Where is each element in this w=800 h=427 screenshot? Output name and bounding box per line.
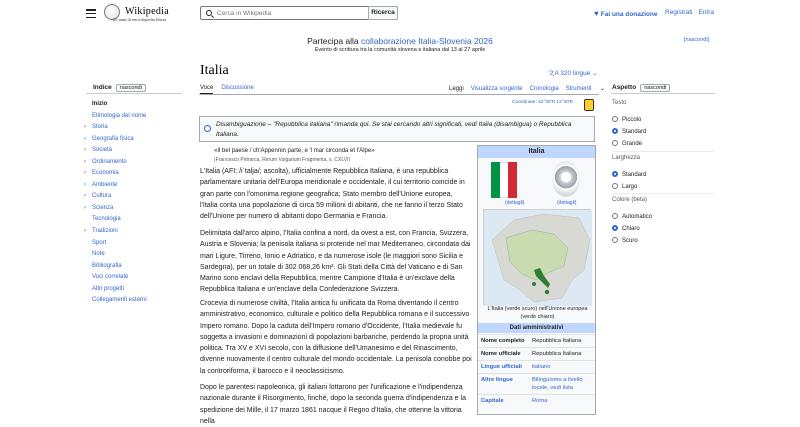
- radio-label: Automatico: [622, 214, 653, 220]
- infobox-row-value: Repubblica Italiana: [532, 351, 582, 357]
- toc-item-label: Note: [92, 251, 105, 258]
- infobox-row-value[interactable]: Bilinguismo a livello locale, vedi lista: [532, 377, 583, 391]
- register-link[interactable]: Registrati: [665, 9, 693, 16]
- infobox-row: [478, 394, 595, 407]
- radio-label: Standard: [622, 129, 647, 135]
- title-divider: [199, 94, 599, 95]
- europe-locator-map[interactable]: [483, 209, 591, 305]
- toc-item[interactable]: [84, 168, 184, 180]
- site-notice-sub: Evento di scrittura tra la comunità slovena e italiana dal 13 al 27 aprile: [314, 47, 486, 53]
- tab-discussione[interactable]: Discussione: [221, 85, 254, 91]
- chevron-right-icon[interactable]: ›: [84, 124, 86, 131]
- width-label: Larghezza: [612, 155, 641, 161]
- appearance-separator: [612, 193, 714, 194]
- radio-label: Standard: [622, 172, 647, 178]
- infobox-row-key: Capitale: [481, 398, 504, 404]
- width-option[interactable]: [612, 183, 637, 190]
- toc-item-label: Altri progetti: [92, 285, 125, 292]
- site-notice: [0, 36, 800, 46]
- text-size-label: Testo: [612, 100, 627, 106]
- radio-button[interactable]: [612, 140, 618, 146]
- map-caption: L'Italia (verde scuro) nell'Unione europea (verde chiaro): [487, 306, 588, 320]
- toc-item[interactable]: [84, 261, 184, 273]
- toc-item-label: Sport: [92, 239, 107, 246]
- color-option[interactable]: [612, 225, 640, 232]
- paragraph-history: Crocevia di numerose civiltà, l'Italia antica fu unificata da Roma diventando il centro amministrativo, economico, culturale e politico della Repubblica romana e il successivo Impero romano. Dopo la caduta dell'Impero romano d'Occidente, l'Italia medievale fu soggetta a invasioni e dominazioni di popolazioni barbariche, perdendo la propria unità politica. Tra XV e XVI secolo, con la diffusione dell'Umanesimo e del Rinascimento, divenne nuovamente il centro culturale del mondo occidentale. La penisola conobbe poi la controriforma, il barocco e il neoclassicismo.: [200, 300, 472, 375]
- toc-item[interactable]: [84, 238, 184, 250]
- tools-menu[interactable]: Strumenti ⌄: [565, 86, 606, 92]
- toc-item-label: Cultura: [92, 193, 112, 200]
- toc-item-label: Geografia fisica: [92, 135, 134, 142]
- infobox-row-key: Nome ufficiale: [481, 351, 521, 357]
- toc-item-label: Tecnologia: [92, 216, 121, 223]
- disambiguation-icon: [204, 125, 211, 132]
- toc-hide-button[interactable]: nascondi: [116, 84, 146, 92]
- paragraph-geography: Delimitata dall'arco alpino, l'Italia confina a nord, da ovest a est, con Francia, Svizzera, Austria e Slovenia; la penisola italiana si protende nel mar Mediterraneo, circondata dai mari Ligure, Tirreno, Ionio e Adriatico, e da numerose isole (le maggiori sono Sicilia e Sardegna), per un totale di 302 068,26 km². Gli Stati della Città del Vaticano e di San Marino sono enclavi della Repubblica, mentre Campione d'Italia è un'exclave della Repubblica Italiana e un'enclave della Confederazione Svizzera.: [200, 230, 471, 294]
- notice-prefix: Partecipa alla: [307, 36, 362, 46]
- infobox: [477, 145, 596, 415]
- chevron-right-icon[interactable]: ›: [84, 193, 86, 200]
- appearance-hide-button[interactable]: nascondi: [640, 84, 670, 92]
- login-link[interactable]: Entra: [698, 9, 715, 16]
- toc-item[interactable]: [84, 284, 184, 296]
- hatnote-text: Disambiguazione – "Repubblica italiana" rimanda qui. Se stai cercando altri significati, vedi Italia (disambigua) o Repubblica Italiana.: [216, 121, 572, 138]
- language-count: 320 lingue: [560, 70, 591, 77]
- toc-item-label: Ordinamento: [92, 158, 127, 165]
- toc-item-label: Bibliografia: [92, 262, 122, 269]
- chevron-right-icon[interactable]: ›: [84, 147, 86, 154]
- radio-button[interactable]: [612, 213, 618, 219]
- toc-item[interactable]: [84, 157, 184, 169]
- tab-leggi[interactable]: Leggi: [449, 86, 464, 95]
- italy-flag-image[interactable]: [491, 162, 517, 198]
- color-option[interactable]: [612, 237, 638, 244]
- infobox-row-value[interactable]: italiano: [532, 364, 551, 370]
- chevron-right-icon[interactable]: ›: [84, 228, 86, 235]
- search-button[interactable]: Ricerca: [368, 6, 398, 20]
- search-input[interactable]: Cerca in Wikipedia: [217, 10, 272, 17]
- appearance-divider: [611, 93, 715, 94]
- toc-title: Indice: [93, 84, 112, 91]
- donate-link[interactable]: [594, 9, 657, 18]
- infobox-row-key: Altre lingue: [481, 377, 513, 383]
- chevron-right-icon[interactable]: ›: [84, 181, 86, 188]
- toc-header: [93, 84, 146, 92]
- toc-item[interactable]: [84, 226, 184, 238]
- toc-item-label: Ambiente: [92, 181, 118, 188]
- featured-badge-icon[interactable]: [584, 99, 594, 111]
- width-option[interactable]: [612, 171, 646, 178]
- toc-item[interactable]: [84, 295, 184, 307]
- toc-item-label: Società: [92, 147, 113, 154]
- toc-item-label: Collegamenti esterni: [92, 297, 147, 304]
- notice-link[interactable]: collaborazione Italia-Slovenia 2026: [361, 36, 493, 46]
- chevron-right-icon[interactable]: ›: [84, 135, 86, 142]
- radio-label: Chiaro: [622, 226, 640, 232]
- toc-item-label: Inizio: [92, 101, 108, 107]
- text-size-option[interactable]: [612, 140, 642, 147]
- infobox-row: [478, 373, 595, 394]
- radio-label: Scuro: [622, 238, 638, 244]
- toc-item[interactable]: [84, 111, 184, 123]
- radio-button[interactable]: [612, 128, 618, 134]
- tab-history[interactable]: Cronologia: [529, 86, 559, 92]
- appearance-header: [612, 84, 670, 92]
- main-menu-button[interactable]: [86, 9, 96, 18]
- paragraph-unification: Dopo le parentesi napoleonica, gli italiani lottarono per l'unificazione e l'indipendenza nazionale durante il Risorgimento, finché, dopo la seconda guerra d'indipendenza e la spedizione dei Mille, il 17 marzo 1861 nacque il Regno d'Italia, che ottenne la vittoria nella: [200, 384, 466, 425]
- toc-item-label: Scienza: [92, 204, 114, 211]
- toc-item-label: Voci correlate: [92, 274, 129, 281]
- text-size-option[interactable]: [612, 116, 641, 123]
- chevron-right-icon[interactable]: ›: [84, 158, 86, 165]
- chevron-right-icon[interactable]: ›: [84, 170, 86, 177]
- heart-icon: ♥: [594, 9, 599, 18]
- radio-button[interactable]: [612, 171, 618, 177]
- page-title: Italia: [200, 63, 229, 78]
- radio-button[interactable]: [612, 116, 618, 122]
- epigraph-source: (Francesco Petrarca, Rerum Vulgarium Fragmenta, s. CXLVI): [214, 157, 351, 163]
- color-label: Colore (beta): [612, 197, 648, 203]
- appearance-title: Aspetto: [612, 84, 637, 91]
- wikipedia-tagline: 25 anni di enciclopedia libera: [113, 17, 167, 22]
- flag-details-link[interactable]: (dettagli): [505, 200, 525, 206]
- chevron-right-icon[interactable]: ›: [84, 204, 86, 211]
- toc-item[interactable]: [84, 249, 184, 261]
- coordinates[interactable]: Coordinate: 42°30′N 12°30′E: [512, 100, 574, 105]
- emblem-details-link[interactable]: (dettagli): [557, 200, 577, 206]
- donate-label: Fai una donazione: [600, 11, 658, 18]
- appearance-separator: [612, 151, 714, 152]
- infobox-section-header: Dati amministrativi: [478, 323, 595, 333]
- language-button[interactable]: 文A 320 lingue ⌄: [548, 70, 598, 77]
- toc-item[interactable]: [84, 145, 184, 157]
- toc-item-label: Storia: [92, 124, 108, 131]
- hide-notice-link[interactable]: [nascondi]: [684, 37, 710, 43]
- radio-label: Grande: [622, 141, 643, 147]
- infobox-row: [478, 360, 595, 373]
- toc-item[interactable]: [84, 214, 184, 226]
- toc-item[interactable]: [84, 122, 184, 134]
- search-icon: [206, 10, 212, 16]
- radio-label: Piccolo: [622, 117, 642, 123]
- infobox-row: [478, 347, 595, 360]
- tab-view-source[interactable]: Visualizza sorgente: [470, 86, 523, 92]
- epigraph-quote: «Il bel paese / ch'Appennin parte, e 'l mar circonda et l'Alpe»: [214, 148, 375, 154]
- toc-item[interactable]: [84, 203, 184, 215]
- toc-item[interactable]: [84, 191, 184, 203]
- paragraph-intro: L'Italia (AFI: /iˈtalja/; ascolta), ufficialmente Repubblica Italiana, è una repubblica parlamentare unitaria dell'Europa meridionale e occidentale, il cui territorio coincide in gran parte con l'omonima regione geografica; Stato membro dell'Unione europea, l'Italia conta una popolazione di circa 59 milioni di abitanti, che ne fanno il terzo Stato dell'Unione per numero di abitanti dopo Germania e Francia.: [200, 168, 465, 221]
- radio-button[interactable]: [612, 237, 618, 243]
- radio-button[interactable]: [612, 225, 618, 231]
- epigraph: [214, 147, 474, 165]
- infobox-row: [478, 334, 595, 347]
- toc-item[interactable]: [84, 134, 184, 146]
- toc-item-label: Tradizioni: [92, 228, 118, 235]
- italy-emblem-image[interactable]: [552, 161, 580, 197]
- radio-label: Largo: [622, 184, 638, 190]
- infobox-row-value: Repubblica Italiana: [532, 338, 582, 344]
- search-bar[interactable]: [200, 6, 398, 20]
- radio-button[interactable]: [612, 183, 618, 189]
- color-option[interactable]: [612, 213, 652, 220]
- text-size-option[interactable]: [612, 128, 646, 135]
- table-of-contents: [84, 99, 184, 307]
- toc-item-label: Economia: [92, 170, 119, 177]
- tools-label: Strumenti: [565, 86, 592, 92]
- infobox-row-key: Nome completo: [481, 338, 525, 344]
- infobox-row-value[interactable]: Roma: [532, 398, 548, 404]
- toc-item[interactable]: [84, 99, 184, 111]
- infobox-rows: [478, 334, 595, 407]
- toc-item[interactable]: [84, 272, 184, 284]
- disambiguation-hatnote: [199, 116, 595, 142]
- toc-item-label: Etimologia del nome: [92, 112, 147, 119]
- infobox-title: Italia: [478, 146, 595, 158]
- toc-divider: [86, 93, 182, 94]
- toc-item[interactable]: [84, 180, 184, 192]
- tab-voce[interactable]: Voce: [200, 85, 213, 94]
- infobox-row-key: Lingue ufficiali: [481, 364, 522, 370]
- wikipedia-wordmark[interactable]: Wikipedia: [125, 6, 169, 17]
